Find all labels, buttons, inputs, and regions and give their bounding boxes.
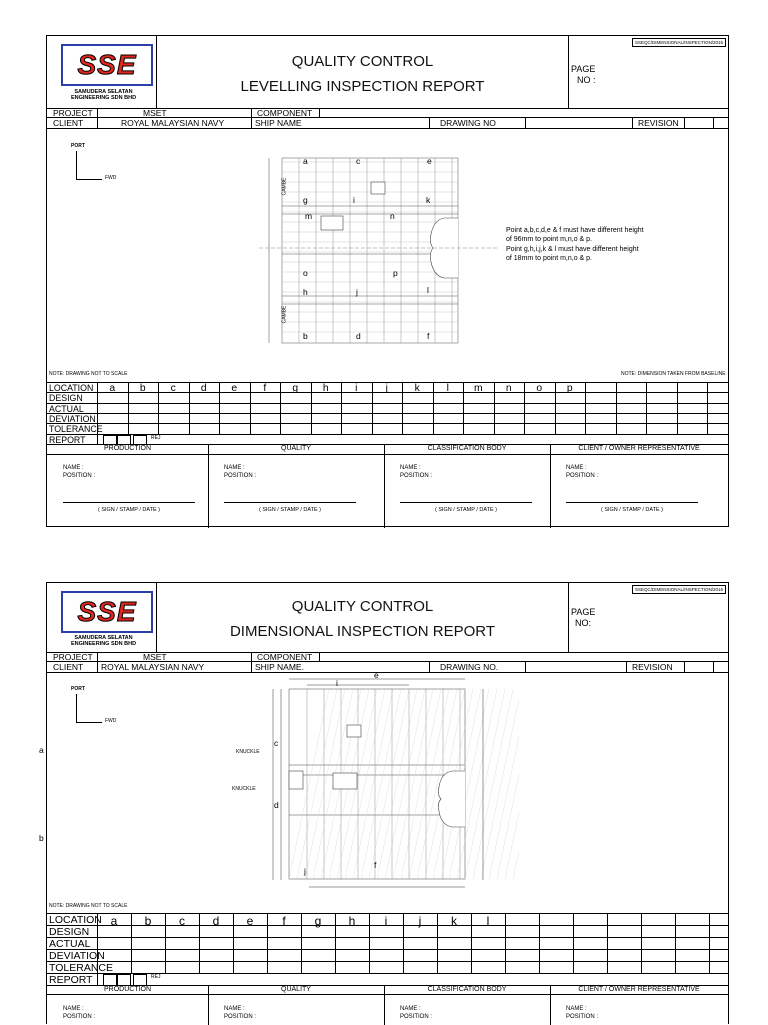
location-i: i <box>355 383 358 394</box>
point-c: c <box>356 156 361 166</box>
point-e: e <box>427 156 432 166</box>
company-name <box>51 89 156 102</box>
location-c: c <box>170 383 176 394</box>
point-p: p <box>393 268 398 278</box>
client-label: CLIENT <box>53 662 84 672</box>
port-label: PORT <box>71 686 85 692</box>
point-m: m <box>305 211 313 221</box>
point-k: k <box>426 195 431 205</box>
dim-label-j: j <box>304 866 306 876</box>
row-label-design: DESIGN <box>49 393 83 404</box>
location-l: l <box>446 383 449 394</box>
sse-logo <box>61 591 153 633</box>
location-e: e <box>246 914 254 928</box>
row-label-tolerance: TOLERANCE <box>49 424 103 435</box>
rej-label: REJ <box>151 974 161 980</box>
point-l: l <box>427 285 429 295</box>
row-label-actual: ACTUAL <box>49 403 84 414</box>
location-j: j <box>385 383 388 394</box>
row-label-deviation: DEVIATION <box>49 413 96 424</box>
form-title-line1: QUALITY CONTROL <box>291 53 434 70</box>
signature-line[interactable] <box>400 502 532 503</box>
drawing-no-label: DRAWING NO. <box>440 662 499 672</box>
company-name-line2: ENGINEERING SDN BHD <box>70 95 137 102</box>
signature-header-4: CLIENT / OWNER REPRESENTATIVE <box>578 445 700 452</box>
drawing-no-label: DRAWING NO <box>440 118 496 128</box>
signature-section <box>47 444 728 528</box>
location-b: b <box>144 914 152 928</box>
location-k: k <box>451 914 457 928</box>
signature-header-3: CLASSIFICATION BODY <box>427 445 507 452</box>
page-label: PAGE NO : <box>571 64 596 85</box>
component-label: COMPONENT <box>257 652 313 662</box>
ship-name-label: SHIP NAME. <box>255 662 304 672</box>
inspection-table <box>47 382 728 444</box>
location-b: b <box>139 383 146 394</box>
form-title-line2: LEVELLING INSPECTION REPORT <box>240 78 485 95</box>
logo-text: SSE <box>77 49 137 80</box>
row-label-location: LOCATION <box>49 914 102 926</box>
location-h: h <box>322 383 329 394</box>
project-label: PROJECT <box>53 652 93 662</box>
dimensional-drawing <box>259 675 519 895</box>
signatory-fields: NAME : POSITION : <box>63 465 96 480</box>
location-n: n <box>505 383 512 394</box>
location-d: d <box>212 914 220 928</box>
row-label-tolerance: TOLERANCE <box>49 962 113 974</box>
dim-label-c: c <box>274 738 279 748</box>
row-label-location: LOCATION <box>49 383 94 393</box>
project-label: PROJECT <box>53 108 93 118</box>
location-f: f <box>282 914 286 928</box>
knuckle-label-1: KNUCKLE <box>236 749 260 755</box>
component-label: COMPONENT <box>257 108 313 118</box>
signature-line[interactable] <box>63 502 195 503</box>
page-label: PAGE NO: <box>571 607 596 628</box>
dim-label-e: e <box>374 670 379 680</box>
location-a: a <box>109 383 116 394</box>
row-label-report: REPORT <box>49 434 86 445</box>
signature-header-4: CLIENT / OWNER REPRESENTATIVE <box>578 986 700 993</box>
port-label: PORT <box>71 143 85 149</box>
signature-header-3: CLASSIFICATION BODY <box>427 986 507 993</box>
dim-label-i: i <box>336 678 338 688</box>
camber-label-bottom: CAMBE <box>281 305 288 324</box>
location-g: g <box>314 914 322 928</box>
sign-stamp-date-caption: ( SIGN / STAMP / DATE ) <box>600 507 664 513</box>
knuckle-label-2: KNUCKLE <box>232 786 256 792</box>
levelling-drawing <box>259 148 519 358</box>
point-d: d <box>356 331 361 341</box>
project-value: MSET <box>143 652 167 662</box>
row-label-design: DESIGN <box>49 926 90 938</box>
signature-header-2: QUALITY <box>281 445 311 452</box>
rej-label: REJ <box>151 434 161 441</box>
client-label: CLIENT <box>53 118 84 128</box>
signature-line[interactable] <box>224 502 356 503</box>
location-d: d <box>200 383 207 394</box>
location-h: h <box>348 914 356 928</box>
signatory-fields: NAME : POSITION : <box>400 1006 433 1021</box>
point-f: f <box>427 331 430 341</box>
document-reference: SSEQC/DIMENSIONAL/INSPECTION/2016 <box>632 585 726 594</box>
logo-text: SSE <box>77 596 137 627</box>
sign-stamp-date-caption: ( SIGN / STAMP / DATE ) <box>258 507 322 513</box>
document-reference: SSEQC/DIMENSIONAL/INSPECTION/2016 <box>632 38 726 47</box>
ship-name-label: SHIP NAME <box>255 118 302 128</box>
signatory-fields: NAME : POSITION : <box>400 465 433 480</box>
location-a: a <box>110 914 118 928</box>
point-n: n <box>390 211 395 221</box>
location-k: k <box>414 383 420 394</box>
signature-line[interactable] <box>566 502 698 503</box>
point-o: o <box>303 268 308 278</box>
revision-label: REVISION <box>632 662 673 672</box>
note-not-to-scale: NOTE: DRAWING NOT TO SCALE <box>49 903 128 909</box>
note-dimension-baseline: NOTE: DIMENSION TAKEN FROM BASELINE <box>621 371 726 377</box>
row-label-actual: ACTUAL <box>49 938 91 950</box>
location-o: o <box>536 383 543 394</box>
client-value: ROYAL MALAYSIAN NAVY <box>101 662 205 672</box>
company-name: SAMUDERA SELATAN ENGINEERING SDN BHD <box>70 635 137 648</box>
dim-label-d: d <box>274 800 279 810</box>
point-i: i <box>353 195 355 205</box>
form-title-line1: QUALITY CONTROL <box>291 598 434 615</box>
location-p: p <box>566 383 573 394</box>
signature-section <box>47 985 728 1025</box>
side-label-b: b <box>39 833 44 843</box>
location-m: m <box>473 383 483 394</box>
location-c: c <box>179 914 185 928</box>
point-j: j <box>356 287 358 297</box>
signatory-fields: NAME : POSITION : <box>566 465 599 480</box>
signature-header-1: PRODUCTION <box>103 445 152 452</box>
location-g: g <box>292 383 299 394</box>
signatory-fields: NAME : POSITION : <box>224 465 257 480</box>
sign-stamp-date-caption: ( SIGN / STAMP / DATE ) <box>434 507 498 513</box>
client-value: ROYAL MALAYSIAN NAVY <box>121 118 225 128</box>
point-b: b <box>303 331 308 341</box>
point-g: g <box>303 195 308 205</box>
point-a: a <box>303 156 308 166</box>
levelling-inspection-form <box>46 35 729 527</box>
sign-stamp-date-caption: ( SIGN / STAMP / DATE ) <box>97 507 161 513</box>
signatory-fields: NAME : POSITION : <box>566 1006 599 1021</box>
sse-logo <box>61 44 153 86</box>
signatory-fields: NAME : POSITION : <box>224 1006 257 1021</box>
location-l: l <box>486 914 490 928</box>
levelling-note: Point a,b,c,d,e & f must have different height of 96mm to point m,n,o & p. Point g,h,i,j,k & l must have different height of 18mm to point m,n,o & p. <box>506 227 644 263</box>
signature-header-2: QUALITY <box>281 986 311 993</box>
dimensional-inspection-form <box>39 582 729 1024</box>
camber-label-top: CAMBE <box>281 177 288 196</box>
signatory-fields: NAME : POSITION : <box>63 1006 96 1021</box>
location-j: j <box>418 914 422 928</box>
signature-header-1: PRODUCTION <box>103 986 152 993</box>
company-name-line1: SAMUDERA SELATAN <box>74 89 133 95</box>
note-not-to-scale: NOTE: DRAWING NOT TO SCALE <box>49 371 128 377</box>
form-title-line2: DIMENSIONAL INSPECTION REPORT <box>229 623 496 640</box>
side-label-a: a <box>39 745 44 755</box>
location-f: f <box>263 383 267 394</box>
location-i: i <box>384 914 388 928</box>
row-label-report: REPORT <box>49 974 93 986</box>
revision-label: REVISION <box>638 118 679 128</box>
row-label-deviation: DEVIATION <box>49 950 105 962</box>
dim-label-f: f <box>374 860 377 870</box>
inspection-table <box>47 913 728 985</box>
point-h: h <box>303 287 308 297</box>
project-value: MSET <box>143 108 167 118</box>
location-e: e <box>231 383 238 394</box>
fwd-label: FWD <box>105 718 117 724</box>
fwd-label: FWD <box>105 175 117 181</box>
